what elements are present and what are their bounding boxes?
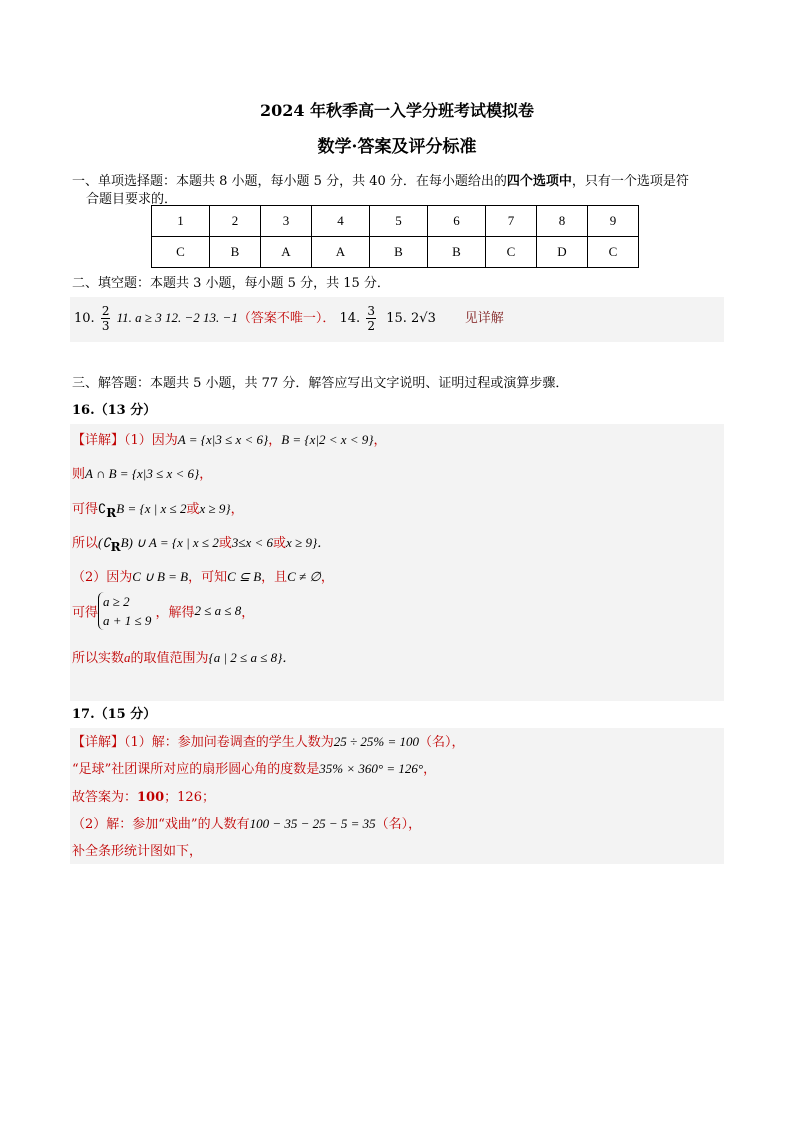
q16-math: C ∪ B = B	[132, 569, 189, 584]
q16-math: x ≥ 9}．	[286, 535, 331, 550]
q16-math: A ∩ B = {x|3 ≤ x < 6}	[85, 466, 200, 481]
see-detail-text: 见详解	[464, 311, 504, 326]
q17-label: 17.（15 分）	[72, 707, 157, 722]
q17-bold-answer: 100	[137, 790, 165, 805]
table-cell: D	[537, 237, 588, 268]
section1-heading-bold: 四个选项中	[506, 174, 572, 189]
q16-text: 所以	[72, 536, 99, 551]
page-subtitle: 数学·答案及评分标准	[317, 137, 477, 157]
table-cell: B	[428, 237, 486, 268]
q16-text: 或	[218, 536, 232, 551]
section1-heading	[72, 170, 689, 189]
table-cell: C	[486, 237, 537, 268]
q17-text: 补全条形统计图如下，	[72, 844, 203, 859]
q16-text: ，	[230, 502, 244, 517]
q10-denominator: 3	[101, 319, 110, 333]
fill-answers-line	[74, 304, 504, 333]
table-cell: 1	[152, 206, 210, 237]
table-cell: B	[210, 237, 261, 268]
q15-answer: 15. 2√3	[386, 311, 436, 326]
q17-text: （1）解：参加问卷调查的学生人数为	[124, 735, 334, 750]
equation-system	[98, 592, 151, 630]
q17-line-5	[72, 840, 202, 859]
q16-text: 可得	[72, 605, 99, 621]
q16-text: （2）因为	[72, 570, 133, 585]
q17-text: （2）解：参加“戏曲”的人数有	[72, 817, 250, 832]
table-row-numbers	[152, 206, 639, 237]
q17-line-3	[72, 786, 215, 805]
q16-text: 所以实数	[72, 651, 125, 666]
complement-subscript: R	[110, 540, 121, 554]
table-cell: 6	[428, 206, 486, 237]
q17-line-1	[72, 731, 465, 750]
q14-label: 14.	[339, 311, 361, 326]
q16-line-6	[72, 592, 254, 630]
table-cell: 3	[261, 206, 312, 237]
q13-note: （答案不唯一）．	[237, 311, 336, 326]
table-cell: 2	[210, 206, 261, 237]
q16-text: ，可知	[188, 570, 228, 585]
q16-text: 或	[186, 502, 200, 517]
table-cell: C	[152, 237, 210, 268]
table-cell: 5	[370, 206, 428, 237]
section1-heading-line2: 合题目要求的．	[86, 192, 178, 207]
q16-math: a	[124, 650, 131, 665]
q16-line-2	[72, 463, 212, 482]
q10-fraction	[101, 304, 111, 333]
q16-math: A = {x|3 ≤ x < 6}	[177, 432, 269, 447]
q17-text: 故答案为：	[72, 790, 138, 805]
q16-line-7	[72, 647, 295, 666]
q14-fraction	[366, 304, 376, 333]
q16-math: C ≠ ∅	[287, 569, 321, 584]
table-cell: 4	[312, 206, 370, 237]
detail-tag: 【详解】	[72, 433, 125, 448]
q16-text: ，	[199, 467, 213, 482]
table-cell: 8	[537, 206, 588, 237]
q16-text: （1）因为	[124, 433, 178, 448]
complement-symbol: ∁	[98, 502, 107, 517]
table-cell: A	[261, 237, 312, 268]
q10-numerator: 2	[101, 304, 110, 318]
table-cell: A	[312, 237, 370, 268]
q16-text: ，且	[261, 570, 288, 585]
q16-text: ，	[268, 433, 282, 448]
table-cell: C	[588, 237, 639, 268]
q17-math: 100 − 35 − 25 − 5 = 35	[249, 816, 376, 831]
q16-math: x ≥ 9}	[199, 501, 231, 516]
q17-math: 25 ÷ 25% = 100	[333, 734, 420, 749]
q17-text: “足球”社团课所对应的扇形圆心角的度数是	[72, 762, 320, 777]
q16-math: 3≤x < 6	[231, 535, 274, 550]
q16-line-5	[72, 566, 334, 585]
system-eq-2: a + 1 ≤ 9	[103, 613, 152, 628]
q16-text: ，	[320, 570, 334, 585]
system-eq-1: a ≥ 2	[103, 594, 130, 609]
q16-math: B = {x | x ≤ 2	[116, 501, 187, 516]
q10-label: 10.	[74, 311, 95, 326]
q17-line-4	[72, 813, 421, 832]
q16-text: 的取值范围为	[130, 651, 209, 666]
q17-text: ，	[423, 762, 437, 777]
section1-heading-prefix: 一、单项选择题：本题共 8 小题，每小题 5 分，共 40 分．在每小题给出的	[72, 174, 507, 189]
table-cell: 7	[486, 206, 537, 237]
q16-math: B = {x|2 < x < 9}	[281, 432, 374, 447]
q16-math: C ⊆ B	[227, 569, 262, 584]
answer-table	[151, 205, 639, 268]
q11-q13-answers: 11. a ≥ 3 12. −2 13. −1	[116, 310, 238, 325]
q17-text: （名），	[375, 817, 422, 832]
section3-heading: 三、解答题：本题共 5 小题，共 77 分．解答应写出文字说明、证明过程或演算步骤．	[72, 376, 569, 391]
section1-heading-suffix: ，只有一个选项是符	[571, 174, 689, 189]
table-cell: B	[370, 237, 428, 268]
q16-text: ，	[241, 605, 255, 621]
q17-line-2	[72, 758, 436, 777]
q16-line-1	[72, 429, 387, 448]
q16-math: {a | 2 ≤ a ≤ 8}．	[208, 650, 296, 665]
complement-subscript: R	[106, 506, 117, 520]
section2-heading: 二、填空题：本题共 3 小题，每小题 5 分，共 15 分．	[72, 276, 390, 291]
q16-label: 16.（13 分）	[72, 403, 157, 418]
q17-text: ；126；	[164, 790, 215, 805]
q16-math: 2 ≤ a ≤ 8	[194, 603, 242, 618]
table-row-answers	[152, 237, 639, 268]
page-title: 2024 年秋季高一入学分班考试模拟卷	[259, 101, 535, 120]
q16-text: ，解得	[155, 605, 195, 621]
table-cell: 9	[588, 206, 639, 237]
q16-text: 或	[273, 536, 287, 551]
detail-tag: 【详解】	[72, 735, 125, 750]
q14-denominator: 2	[367, 319, 375, 333]
q16-line-4	[72, 532, 331, 554]
q16-line-3	[72, 498, 244, 520]
q17-math: 35% × 360° = 126°	[319, 761, 424, 776]
q16-text: 则	[72, 467, 86, 482]
q16-math: B) ∪ A = {x | x ≤ 2	[120, 535, 219, 550]
q16-text: 可得	[72, 502, 99, 517]
q14-numerator: 3	[367, 304, 375, 318]
q16-math: (∁	[98, 535, 111, 550]
q16-text: ，	[373, 433, 387, 448]
q17-text: （名），	[419, 735, 465, 750]
